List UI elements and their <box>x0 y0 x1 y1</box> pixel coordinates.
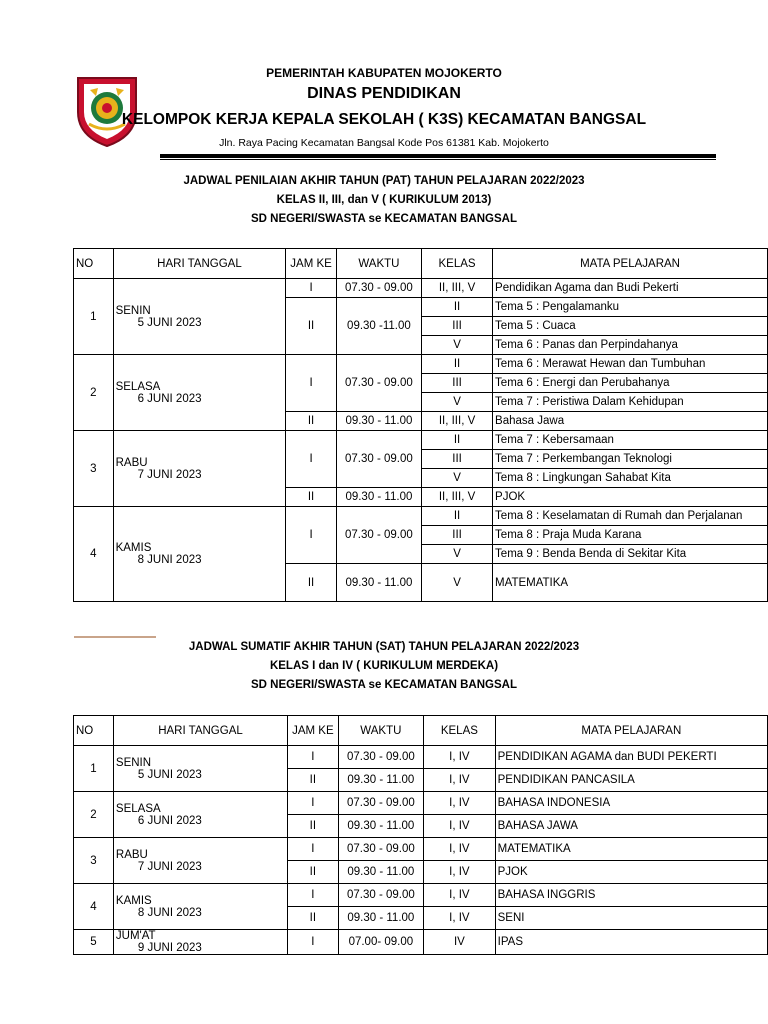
sat-schedule-table <box>73 715 768 955</box>
session-cell: I <box>286 507 336 564</box>
day-name: RABU <box>115 848 148 861</box>
table-row <box>74 884 768 907</box>
row-number: 5 <box>74 930 114 955</box>
subject-cell: BAHASA INDONESIA <box>495 792 767 815</box>
day-date: 6 JUNI 2023 <box>137 814 202 827</box>
header-time: WAKTU <box>338 716 424 746</box>
day-name: JUM'AT <box>115 930 156 942</box>
row-number: 3 <box>74 431 114 507</box>
header-no: NO <box>74 249 114 279</box>
class-cell: V <box>422 393 493 412</box>
table-row <box>74 507 768 526</box>
class-cell: II, III, V <box>422 279 493 298</box>
class-cell: I, IV <box>424 884 496 907</box>
subject-cell: Tema 5 : Pengalamanku <box>493 298 768 317</box>
time-cell: 09.30 - 11.00 <box>336 488 421 507</box>
day-date: 8 JUNI 2023 <box>137 906 202 919</box>
row-number: 1 <box>74 279 114 355</box>
header-time: WAKTU <box>336 249 421 279</box>
class-cell: II, III, V <box>422 412 493 431</box>
class-cell: III <box>422 374 493 393</box>
day-date-cell <box>113 746 287 792</box>
time-cell: 07.30 - 09.00 <box>338 884 424 907</box>
sat-subtitle-schools: SD NEGERI/SWASTA se KECAMATAN BANGSAL <box>250 679 517 691</box>
day-date-cell <box>113 507 286 602</box>
time-cell: 07.30 - 09.00 <box>336 355 421 412</box>
subject-cell: Tema 5 : Cuaca <box>493 317 768 336</box>
header-subject: MATA PELAJARAN <box>495 716 767 746</box>
header-day-date: HARI TANGGAL <box>113 716 287 746</box>
pat-subtitle-schools: SD NEGERI/SWASTA se KECAMATAN BANGSAL <box>250 213 517 225</box>
subject-cell: Tema 8 : Keselamatan di Rumah dan Perjalanan <box>493 507 768 526</box>
session-cell: II <box>288 861 339 884</box>
subject-cell: Tema 7 : Perkembangan Teknologi <box>493 450 768 469</box>
subject-cell: Tema 7 : Kebersamaan <box>493 431 768 450</box>
table-row <box>74 838 768 861</box>
row-number: 4 <box>74 884 114 930</box>
class-cell: I, IV <box>424 746 496 769</box>
subject-cell: Bahasa Jawa <box>493 412 768 431</box>
class-cell: I, IV <box>424 861 496 884</box>
time-cell: 09.30 - 11.00 <box>338 815 424 838</box>
subject-cell: IPAS <box>495 930 767 955</box>
subject-cell: Tema 6 : Energi dan Perubahanya <box>493 374 768 393</box>
class-cell: I, IV <box>424 907 496 930</box>
row-number: 1 <box>74 746 114 792</box>
session-cell: II <box>286 564 336 602</box>
session-cell: II <box>286 298 336 355</box>
subject-cell: Tema 6 : Panas dan Perpindahanya <box>493 336 768 355</box>
day-name: KAMIS <box>115 894 152 907</box>
subject-cell: BAHASA JAWA <box>495 815 767 838</box>
table-row <box>74 792 768 815</box>
time-cell: 09.30 -11.00 <box>336 298 421 355</box>
subject-cell: Pendidikan Agama dan Budi Pekerti <box>493 279 768 298</box>
subject-cell: Tema 7 : Peristiwa Dalam Kehidupan <box>493 393 768 412</box>
header-no: NO <box>74 716 114 746</box>
day-date: 7 JUNI 2023 <box>137 468 202 481</box>
day-name: KAMIS <box>115 542 152 554</box>
class-cell: II <box>422 298 493 317</box>
day-name: SENIN <box>115 304 151 317</box>
subject-cell: PJOK <box>493 488 768 507</box>
day-date-cell <box>113 355 286 431</box>
time-cell: 09.30 - 11.00 <box>336 564 421 602</box>
table-header-row <box>74 716 768 746</box>
row-number: 2 <box>74 792 114 838</box>
subject-cell: Tema 9 : Benda Benda di Sekitar Kita <box>493 545 768 564</box>
class-cell: I, IV <box>424 815 496 838</box>
session-cell: I <box>288 884 339 907</box>
time-cell: 07.30 - 09.00 <box>336 431 421 488</box>
class-cell: V <box>422 564 493 602</box>
subject-cell: Tema 8 : Praja Muda Karana <box>493 526 768 545</box>
header-address: Jln. Raya Pacing Kecamatan Bangsal Kode Pos 61381 Kab. Mojokerto <box>219 137 549 149</box>
time-cell: 07.30 - 09.00 <box>338 838 424 861</box>
day-date: 9 JUNI 2023 <box>137 942 202 954</box>
class-cell: I, IV <box>424 769 496 792</box>
table-header-row <box>74 249 768 279</box>
subject-cell: BAHASA INGGRIS <box>495 884 767 907</box>
table-row <box>74 930 768 955</box>
session-cell: II <box>288 815 339 838</box>
session-cell: I <box>288 838 339 861</box>
subject-cell: MATEMATIKA <box>495 838 767 861</box>
letterhead-rule-thin <box>160 159 716 160</box>
day-date-cell <box>113 279 286 355</box>
class-cell: V <box>422 336 493 355</box>
session-cell: I <box>286 355 336 412</box>
header-class: KELAS <box>422 249 493 279</box>
header-department: DINAS PENDIDIKAN <box>307 85 461 102</box>
day-date: 5 JUNI 2023 <box>137 768 202 781</box>
table-row <box>74 746 768 769</box>
day-date: 6 JUNI 2023 <box>137 392 202 405</box>
day-date: 5 JUNI 2023 <box>137 316 202 329</box>
day-name: SELASA <box>115 802 161 815</box>
day-date-cell <box>113 792 287 838</box>
header-session: JAM KE <box>288 716 339 746</box>
day-date-cell <box>113 431 286 507</box>
class-cell: II, III, V <box>422 488 493 507</box>
session-cell: I <box>288 930 339 955</box>
time-cell: 07.00- 09.00 <box>338 930 424 955</box>
pat-title: JADWAL PENILAIAN AKHIR TAHUN (PAT) TAHUN PELAJARAN 2022/2023 <box>183 175 585 187</box>
session-cell: II <box>288 907 339 930</box>
table-row <box>74 431 768 450</box>
pat-subtitle-classes: KELAS II, III, dan V ( KURIKULUM 2013) <box>276 194 492 206</box>
day-name: RABU <box>115 456 148 469</box>
day-date: 8 JUNI 2023 <box>137 554 202 566</box>
pat-schedule-table <box>73 248 768 602</box>
header-subject: MATA PELAJARAN <box>493 249 768 279</box>
table-row <box>74 355 768 374</box>
subject-cell: Tema 8 : Lingkungan Sahabat Kita <box>493 469 768 488</box>
class-cell: V <box>422 469 493 488</box>
session-cell: II <box>286 412 336 431</box>
time-cell: 09.30 - 11.00 <box>336 412 421 431</box>
time-cell: 07.30 - 09.00 <box>338 746 424 769</box>
session-cell: I <box>288 792 339 815</box>
sat-title-block <box>0 638 768 695</box>
time-cell: 09.30 - 11.00 <box>338 907 424 930</box>
time-cell: 07.30 - 09.00 <box>336 279 421 298</box>
time-cell: 07.30 - 09.00 <box>336 507 421 564</box>
subject-cell: SENI <box>495 907 767 930</box>
letterhead-rule-thick <box>160 154 716 158</box>
day-date-cell <box>113 930 287 955</box>
sat-subtitle-classes: KELAS I dan IV ( KURIKULUM MERDEKA) <box>269 660 499 672</box>
header-organization: KELOMPOK KERJA KEPALA SEKOLAH ( K3S) KECAMATAN BANGSAL <box>121 111 647 128</box>
pat-title-block <box>0 172 768 229</box>
time-cell: 07.30 - 09.00 <box>338 792 424 815</box>
subject-cell: MATEMATIKA <box>493 564 768 602</box>
sat-title: JADWAL SUMATIF AKHIR TAHUN (SAT) TAHUN PELAJARAN 2022/2023 <box>188 641 580 653</box>
subject-cell: Tema 6 : Merawat Hewan dan Tumbuhan <box>493 355 768 374</box>
class-cell: III <box>422 450 493 469</box>
header-class: KELAS <box>424 716 496 746</box>
class-cell: I, IV <box>424 838 496 861</box>
session-cell: II <box>288 769 339 792</box>
header-session: JAM KE <box>286 249 336 279</box>
session-cell: II <box>286 488 336 507</box>
day-name: SENIN <box>115 756 152 769</box>
subject-cell: PENDIDIKAN AGAMA dan BUDI PEKERTI <box>495 746 767 769</box>
class-cell: II <box>422 355 493 374</box>
day-date: 7 JUNI 2023 <box>137 860 202 873</box>
subject-cell: PJOK <box>495 861 767 884</box>
session-cell: I <box>286 279 336 298</box>
class-cell: II <box>422 507 493 526</box>
subject-cell: PENDIDIKAN PANCASILA <box>495 769 767 792</box>
day-date-cell <box>113 838 287 884</box>
session-cell: I <box>286 431 336 488</box>
class-cell: III <box>422 317 493 336</box>
class-cell: III <box>422 526 493 545</box>
header-day-date: HARI TANGGAL <box>113 249 286 279</box>
row-number: 3 <box>74 838 114 884</box>
day-date-cell <box>113 884 287 930</box>
class-cell: IV <box>424 930 496 955</box>
time-cell: 09.30 - 11.00 <box>338 769 424 792</box>
day-name: SELASA <box>115 380 161 393</box>
header-government: PEMERINTAH KABUPATEN MOJOKERTO <box>266 66 502 80</box>
row-number: 4 <box>74 507 114 602</box>
class-cell: I, IV <box>424 792 496 815</box>
session-cell: I <box>288 746 339 769</box>
class-cell: II <box>422 431 493 450</box>
row-number: 2 <box>74 355 114 431</box>
table-row <box>74 279 768 298</box>
class-cell: V <box>422 545 493 564</box>
time-cell: 09.30 - 11.00 <box>338 861 424 884</box>
